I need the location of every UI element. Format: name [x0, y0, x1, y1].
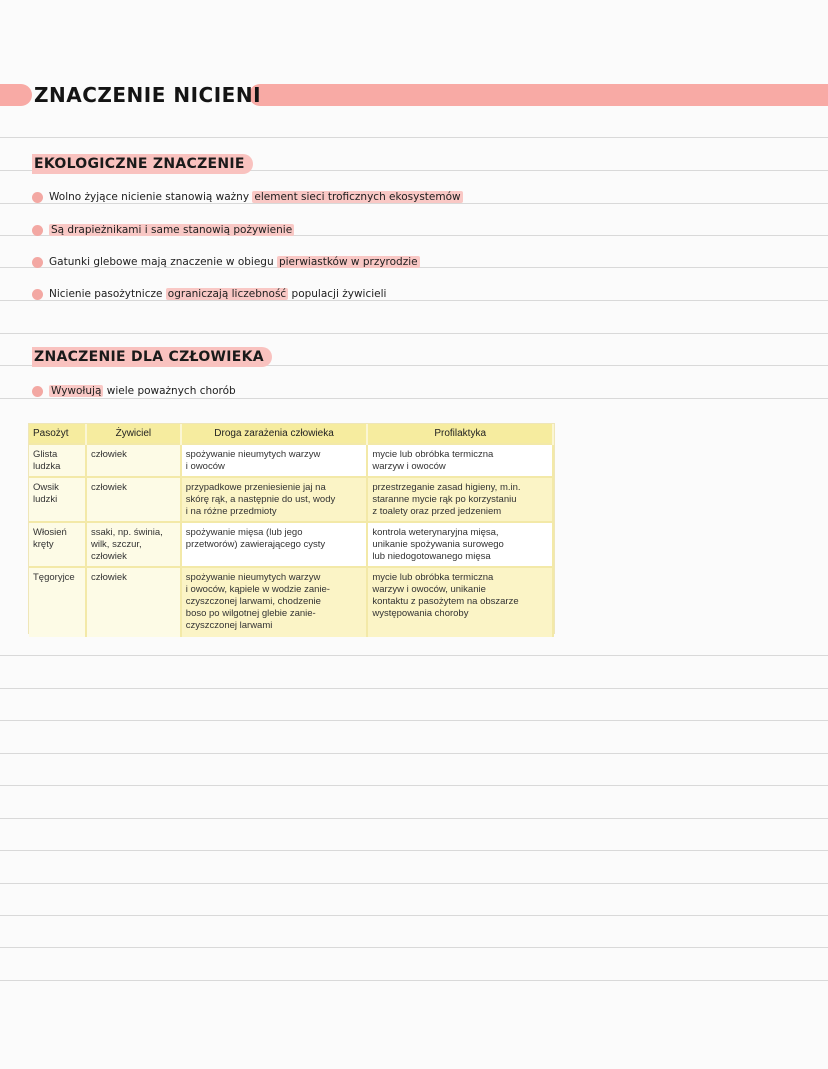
table-cell: przestrzeganie zasad higieny, m.in. staranne mycie rąk po korzystaniu z toalety oraz przed jedzeniem	[367, 477, 553, 522]
table-cell: kontrola weterynaryjna mięsa, unikanie spożywania surowego lub niedogotowanego mięsa	[367, 522, 553, 567]
table-header-row	[29, 424, 553, 444]
table-cell: spożywanie nieumytych warzyw i owoców	[181, 444, 368, 477]
table-row	[29, 567, 553, 637]
table-cell: mycie lub obróbka termiczna warzyw i owoców, unikanie kontaktu z pasożytem na obszarze występowania choroby	[367, 567, 553, 637]
parasite-table	[29, 424, 554, 633]
list-item: Nicienie pasożytnicze ograniczają liczebność populacji żywicieli	[32, 287, 386, 301]
bullet-dot-icon	[32, 386, 43, 397]
list-item: Wywołują wiele poważnych chorób	[32, 384, 236, 398]
table-cell: Glista ludzka	[29, 444, 86, 477]
table-cell: Włosień kręty	[29, 522, 86, 567]
bullet-dot-icon	[32, 289, 43, 300]
table-cell: spożywanie mięsa (lub jego przetworów) zawierającego cysty	[181, 522, 368, 567]
table-header-cell: Droga zarażenia człowieka	[181, 424, 368, 444]
bullet-dot-icon	[32, 257, 43, 268]
table-row	[29, 477, 553, 522]
section-heading-human: ZNACZENIE DLA CZŁOWIEKA	[32, 347, 272, 367]
table-header-cell: Żywiciel	[86, 424, 181, 444]
table-cell: mycie lub obróbka termiczna warzyw i owoców	[367, 444, 553, 477]
table-cell: spożywanie nieumytych warzyw i owoców, kąpiele w wodzie zanie- czyszczonej larwami, chodzenie boso po wilgotnej glebie zanie- czyszczonej larwami	[181, 567, 368, 637]
list-item: Gatunki glebowe mają znaczenie w obiegu pierwiastków w przyrodzie	[32, 255, 420, 269]
section-heading-ecological: EKOLOGICZNE ZNACZENIE	[32, 154, 253, 174]
table-row	[29, 522, 553, 567]
bullet-dot-icon	[32, 192, 43, 203]
table-cell: człowiek	[86, 477, 181, 522]
page-title: ZNACZENIE NICIENI	[34, 83, 262, 107]
list-item: Wolno żyjące nicienie stanowią ważny element sieci troficznych ekosystemów	[32, 190, 463, 204]
table-cell: Tęgoryjce	[29, 567, 86, 637]
table-cell: przypadkowe przeniesienie jaj na skórę rąk, a następnie do ust, wody i na różne przedmioty	[181, 477, 368, 522]
bullet-dot-icon	[32, 225, 43, 236]
title-accent-left	[0, 84, 32, 106]
table-cell: człowiek	[86, 444, 181, 477]
list-item: Są drapieżnikami i same stanowią pożywienie	[32, 223, 294, 237]
table-header-cell: Pasożyt	[29, 424, 86, 444]
table-cell: Owsik ludzki	[29, 477, 86, 522]
table-cell: człowiek	[86, 567, 181, 637]
table-row	[29, 444, 553, 477]
table-header-cell: Profilaktyka	[367, 424, 553, 444]
table-cell: ssaki, np. świnia, wilk, szczur, człowiek	[86, 522, 181, 567]
title-accent-right	[249, 84, 828, 106]
